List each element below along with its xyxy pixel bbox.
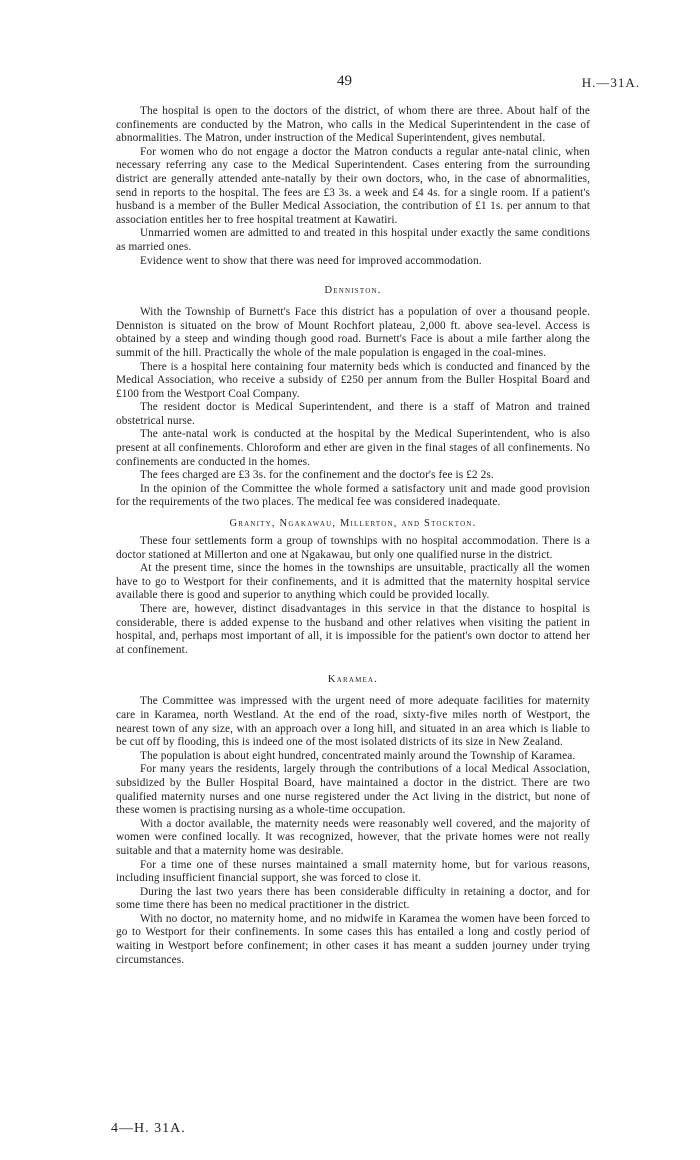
section-heading: Denniston. (324, 285, 382, 297)
section-heading: Karamea. (327, 674, 379, 686)
paragraph: At the present time, since the homes in the townships are unsuitable, practically all the women have to go to Westport for their confinements, and it is admitted that the maternity hospital service available there is good and superior to anything which could be provided locally. (116, 562, 590, 602)
paragraph: The fees charged are £3 3s. for the confinement and the doctor's fee is £2 2s. (140, 469, 494, 482)
paragraph: With the Township of Burnett's Face this district has a population of over a thousand people. Denniston is situated on the brow of Mount Rochfort plateau, 2,000 ft. above sea-level. Access is obtained by a steep and winding though good road. Burnett's Face is about a mile farther along the summit of the hill. Practically the whole of the male population is engaged in the coal-mines. (116, 306, 590, 359)
paragraph: For a time one of these nurses maintained a small maternity home, but for various reasons, including insufficient financial support, she was forced to close it. (116, 858, 590, 885)
paragraph: During the last two years there has been considerable difficulty in retaining a doctor, and for some time there has been no medical practitioner in the district. (116, 885, 590, 912)
paragraph: With a doctor available, the maternity needs were reasonably well covered, and the majority of women were confined locally. It was recognized, however, that the private homes were not really suitable and that a maternity home was desirable. (116, 817, 590, 857)
section-granity (116, 518, 590, 657)
paragraph: Evidence went to show that there was need for improved accommodation. (140, 254, 482, 267)
document-body (116, 105, 590, 967)
paragraph: With no doctor, no maternity home, and no midwife in Karamea the women have been forced to go to Westport for their confinements. In some cases this has entailed a long and costly period of waiting in Westport before confinement; in other cases it has meant a sudden journey under trying circumstances. (116, 912, 590, 966)
page-number: 49 (337, 73, 352, 89)
paragraph: For many years the residents, largely through the contributions of a local Medical Association, subsidized by the Buller Hospital Board, have maintained a doctor in the district. There are two qualified maternity nurses and one nurse registered under the Act living in the district, but none of these women is practising nursing as a whole-time occupation. (116, 763, 590, 817)
paragraph: The population is about eight hundred, concentrated mainly around the Township of Karamea. (140, 749, 576, 762)
paragraph: The hospital is open to the doctors of the district, of whom there are three. About half of the confinements are conducted by the Matron, who calls in the Medical Superintendent in the case of abnormalities. The Matron, under instruction of the Medical Superintendent, gives nembutal. (116, 105, 590, 145)
paragraph: The resident doctor is Medical Superintendent, and there is a staff of Matron and trained obstetrical nurse. (116, 401, 590, 427)
paragraph: In the opinion of the Committee the whole formed a satisfactory unit and made good provision for the requirements of the two places. The medical fee was considered inadequate. (116, 482, 590, 509)
paragraph: There is a hospital here containing four maternity beds which is conducted and financed by the Medical Association, who receive a subsidy of £250 per annum from the Buller Hospital Board and £100 from the Westport Coal Company. (116, 360, 590, 400)
section-heading: Granity, Ngakawau, Millerton, and Stockton. (229, 518, 477, 530)
paragraph: For women who do not engage a doctor the Matron conducts a regular ante-natal clinic, when necessary referring any case to the Medical Superintendent. Cases entering from the surrounding district are generally attended ante-natally by their own doctors, who, in the case of abnormalities, send in reports to the hospital. The fees are £3 3s. a week and £4 4s. for a single room. If a patient's husband is a member of the Buller Medical Association, the contribution of £1 1s. per annum to that association entitles her to free hospital treatment at Kawatiri. (116, 145, 590, 226)
paragraph: These four settlements form a group of townships with no hospital accommodation. There is a doctor stationed at Millerton and one at Ngakawau, but only one qualified nurse in the district. (116, 535, 590, 561)
intro-section (116, 105, 590, 268)
footer-reference: 4—H. 31A. (111, 1121, 186, 1136)
section-karamea (116, 674, 590, 967)
paragraph: There are, however, distinct disadvantages in this service in that the distance to hospital is considerable, there is added expense to the husband and other relatives when visiting the patient in hospital, and, perhaps most important of all, it is impossible for the patient's own doctor to attend her at confinement. (116, 603, 590, 656)
paragraph: The ante-natal work is conducted at the hospital by the Medical Superintendent, who is also present at all confinements. Chloroform and ether are given in the final stages of all confinements. No confinements are conducted in the homes. (116, 428, 590, 468)
document-reference: H.—31A. (581, 75, 640, 90)
paragraph: Unmarried women are admitted to and treated in this hospital under exactly the same conditions as married ones. (116, 227, 590, 253)
paragraph: The Committee was impressed with the urgent need of more adequate facilities for maternity care in Karamea, north Westland. At the end of the road, sixty-five miles north of Westport, the nearest town of any size, with an approach over a long hill, and situated in an area which is liable to be cut off by flooding, this is indeed one of the most isolated districts of its size in New Zealand. (116, 695, 590, 749)
section-denniston (116, 285, 590, 510)
